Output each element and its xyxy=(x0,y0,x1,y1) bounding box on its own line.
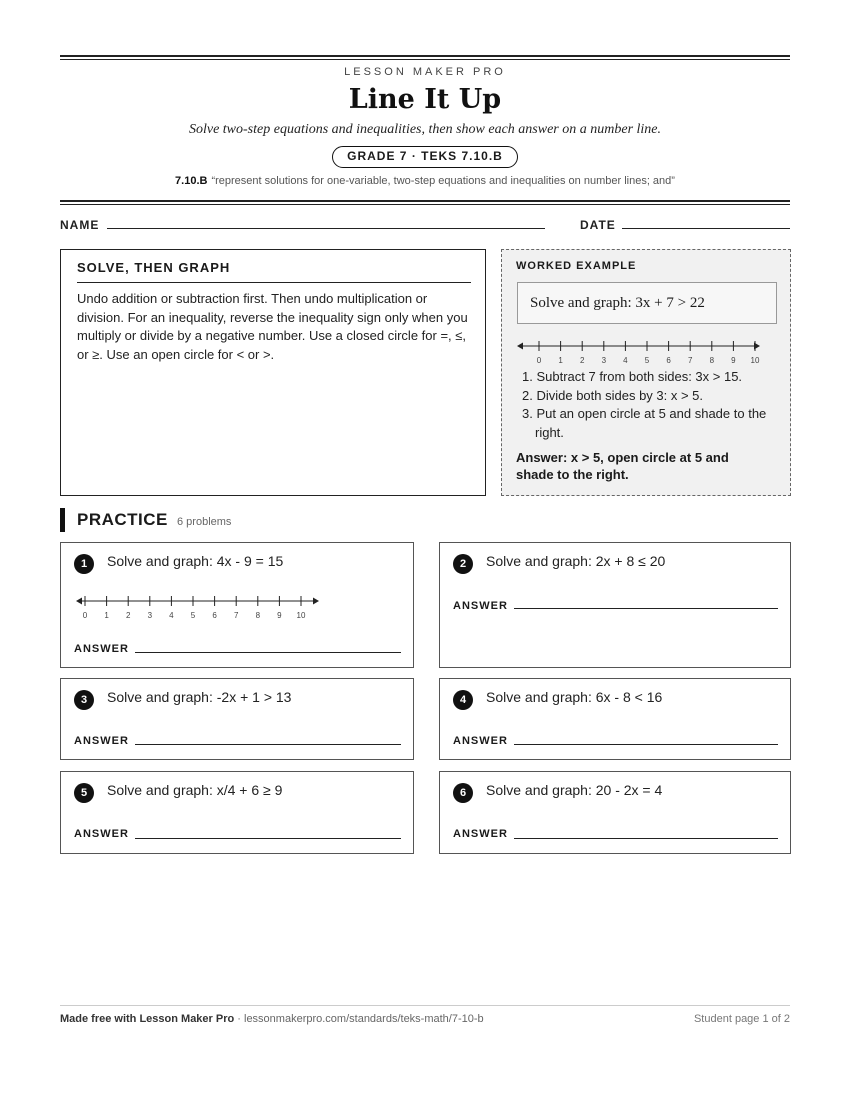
name-field[interactable] xyxy=(107,228,545,229)
grade-badge: GRADE 7 · TEKS 7.10.B xyxy=(332,146,518,168)
answer-field[interactable] xyxy=(514,608,778,609)
answer-label: ANSWER xyxy=(453,828,508,840)
date-label: DATE xyxy=(580,218,616,232)
worksheet-subtitle: Solve two-step equations and inequalities, then show each answer on a number line. xyxy=(188,122,662,137)
problem-text: Solve and graph: 4x - 9 = 15 xyxy=(107,553,284,569)
problem-text: Solve and graph: x/4 + 6 ≥ 9 xyxy=(107,782,283,798)
worked-example-problem: Solve and graph: 3x + 7 > 22 xyxy=(517,282,777,324)
number-line-tick-label: 8 xyxy=(709,356,715,365)
answer-field[interactable] xyxy=(514,838,778,839)
answer-label: ANSWER xyxy=(74,643,129,655)
number-line-tick-label: 9 xyxy=(731,356,736,365)
answer-label: ANSWER xyxy=(74,828,129,840)
number-line-tick-label: 6 xyxy=(212,611,217,620)
date-field[interactable] xyxy=(622,228,790,229)
answer-field[interactable] xyxy=(135,652,401,653)
number-line-tick-label: 4 xyxy=(169,611,174,620)
problem-card-3 xyxy=(60,678,414,760)
number-line-right-arrow xyxy=(313,598,319,605)
answer-label: ANSWER xyxy=(453,600,508,612)
answer-label: ANSWER xyxy=(74,735,129,747)
number-line-left-arrow xyxy=(517,343,523,350)
problem-card-1 xyxy=(60,542,414,668)
problem-text: Solve and graph: 2x + 8 ≤ 20 xyxy=(486,553,666,569)
problem-number-badge: 4 xyxy=(453,690,473,710)
problem-card-5 xyxy=(60,771,414,854)
problem-number-line xyxy=(75,591,320,621)
footer-url: · lessonmakerpro.com/standards/teks-math/7-10-b xyxy=(234,1013,484,1025)
number-line-left-arrow xyxy=(76,598,82,605)
practice-heading: PRACTICE xyxy=(77,510,168,529)
worked-example-answer: Answer: x > 5, open circle at 5 and shade to the right. xyxy=(516,450,729,482)
worked-example-steps xyxy=(516,368,786,442)
footer-made-with: Made free with Lesson Maker Pro xyxy=(60,1013,235,1025)
problem-text: Solve and graph: 20 - 2x = 4 xyxy=(486,782,663,798)
number-line-tick-label: 2 xyxy=(125,611,131,620)
standard-code: 7.10.B xyxy=(175,175,208,187)
problem-number-badge: 5 xyxy=(74,783,94,803)
worked-example-box xyxy=(501,249,791,496)
number-line-tick-label: 1 xyxy=(558,356,563,365)
worked-example-number-line xyxy=(516,336,761,366)
number-line-tick-label: 10 xyxy=(296,611,306,620)
number-line-tick-label: 3 xyxy=(601,356,607,365)
problem-card-4 xyxy=(439,678,791,760)
problem-card-6 xyxy=(439,771,791,854)
worked-example-step: 2. Divide both sides by 3: x > 5. xyxy=(522,387,704,403)
number-line-tick-label: 7 xyxy=(687,356,693,365)
number-line-tick-label: 0 xyxy=(536,356,542,365)
standard-text: “represent solutions for one-variable, two-step equations and inequalities on number lines; and” xyxy=(211,175,675,187)
instructions-heading: SOLVE, THEN GRAPH xyxy=(77,260,231,275)
problem-text: Solve and graph: -2x + 1 > 13 xyxy=(107,689,292,705)
practice-count: 6 problems xyxy=(177,516,232,528)
number-line-tick-label: 5 xyxy=(190,611,196,620)
brand-label: LESSON MAKER PRO xyxy=(344,66,506,78)
instructions-body: Undo addition or subtraction first. Then undo multiplication or division. For an inequality, reverse the inequality sign only when you multiply or divide by a negative number. Use a closed circle for =, ≤, or ≥. Use an open circle for < or >. xyxy=(77,291,468,362)
number-line-tick-label: 9 xyxy=(277,611,282,620)
number-line-tick-label: 10 xyxy=(750,356,760,365)
footer-credit xyxy=(60,1013,484,1025)
number-line-tick-label: 6 xyxy=(666,356,671,365)
header-bottom-rule xyxy=(60,200,790,205)
practice-accent-bar xyxy=(60,508,65,532)
problem-number-badge: 1 xyxy=(74,554,94,574)
answer-field[interactable] xyxy=(514,744,778,745)
answer-label: ANSWER xyxy=(453,735,508,747)
footer-rule xyxy=(60,1005,790,1006)
answer-field[interactable] xyxy=(135,838,401,839)
header-top-rule xyxy=(60,55,790,60)
number-line-tick-label: 1 xyxy=(104,611,109,620)
problem-card-2 xyxy=(439,542,791,668)
problem-number-badge: 2 xyxy=(453,554,473,574)
worked-example-step: 1. Subtract 7 from both sides: 3x > 15. xyxy=(522,369,743,384)
instructions-rule xyxy=(77,282,471,283)
number-line-tick-label: 4 xyxy=(623,356,628,365)
name-label: NAME xyxy=(60,218,100,232)
number-line-tick-label: 7 xyxy=(233,611,239,620)
worked-example-heading: WORKED EXAMPLE xyxy=(516,260,637,272)
problem-number-badge: 6 xyxy=(453,783,473,803)
instructions-box xyxy=(60,249,486,496)
number-line-tick-label: 0 xyxy=(82,611,88,620)
problem-text: Solve and graph: 6x - 8 < 16 xyxy=(486,689,663,705)
number-line-tick-label: 5 xyxy=(644,356,650,365)
worked-example-step: 3. Put an open circle at 5 and shade to the right. xyxy=(522,406,767,440)
number-line-tick-label: 2 xyxy=(579,356,585,365)
number-line-tick-label: 3 xyxy=(147,611,153,620)
number-line-tick-label: 8 xyxy=(255,611,261,620)
answer-field[interactable] xyxy=(135,744,401,745)
worksheet-title: Line It Up xyxy=(348,84,502,115)
standard-line xyxy=(0,175,850,187)
footer-page-number: Student page 1 of 2 xyxy=(693,1013,790,1025)
problem-number-badge: 3 xyxy=(74,690,94,710)
